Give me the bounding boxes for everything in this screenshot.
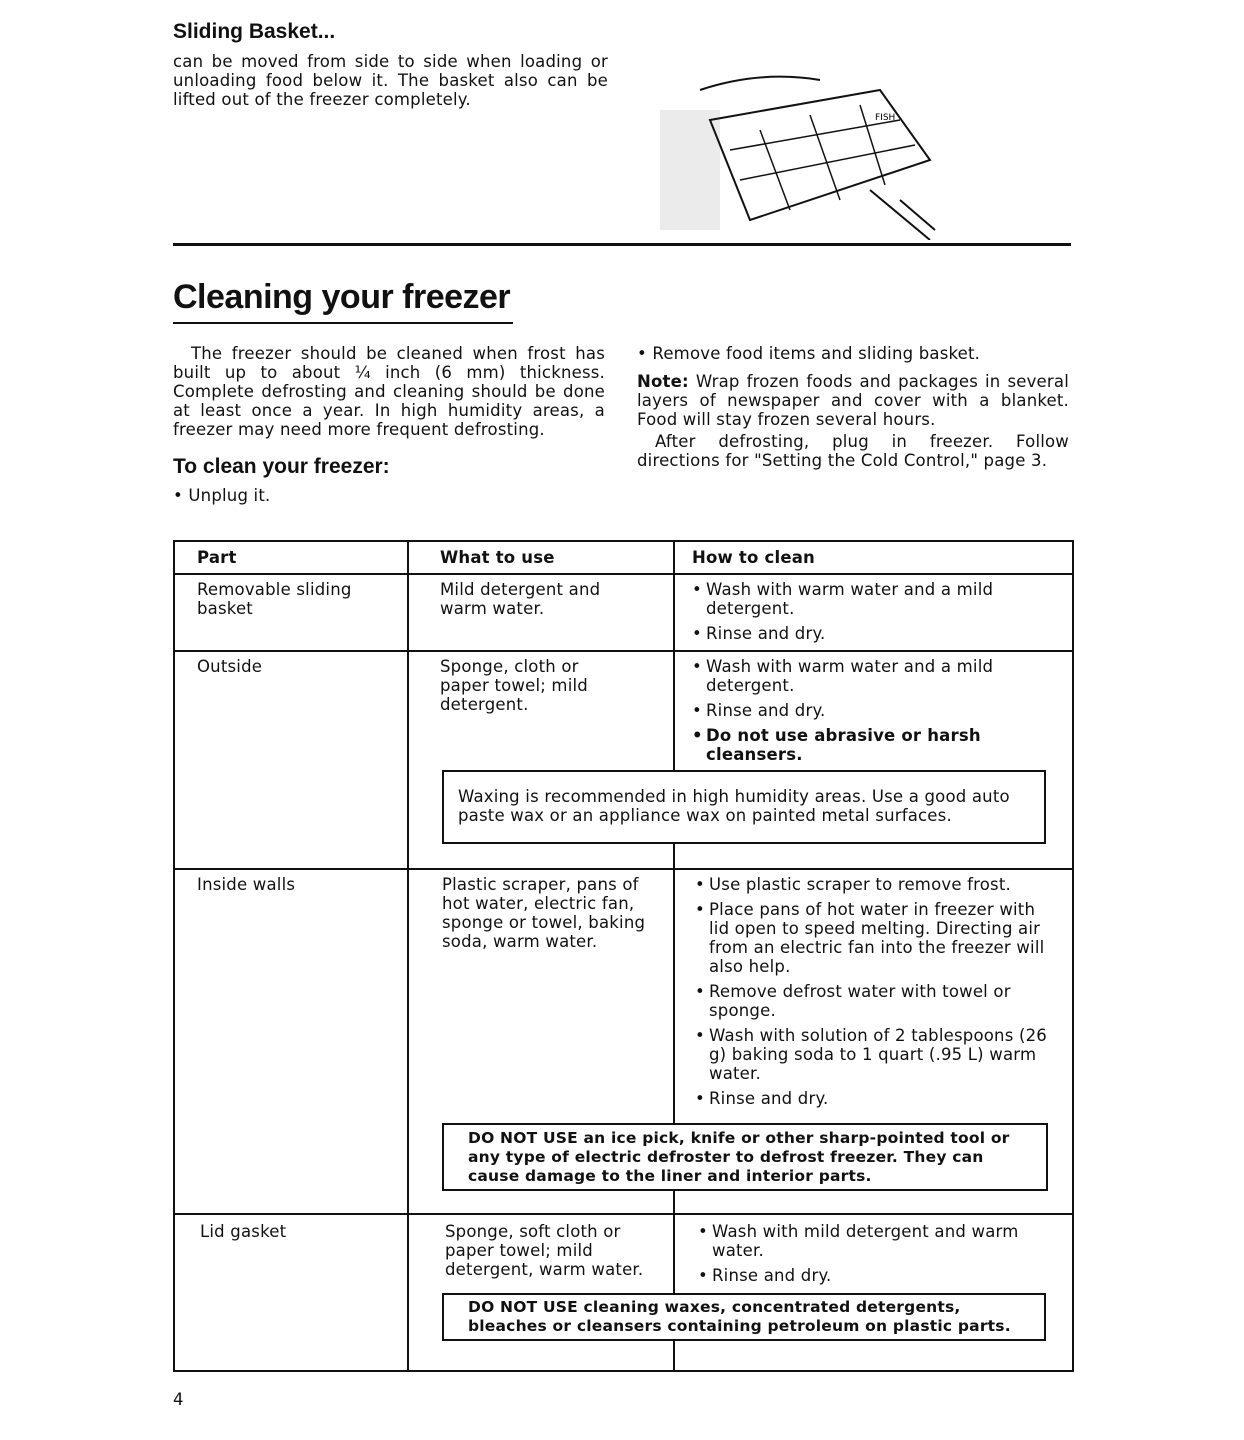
how-item: • Rinse and dry. [692, 624, 1052, 643]
table-cell-use: Sponge, cloth or paper towel; mild detergent. [440, 657, 588, 714]
header-how-to-clean: How to clean [692, 548, 816, 567]
how-item: • Rinse and dry. [698, 1266, 1048, 1285]
to-clean-heading: To clean your freezer: [173, 455, 390, 478]
column-divider [407, 540, 409, 1372]
how-item-warning: • Do not use abrasive or harsh cleansers. [692, 726, 986, 764]
after-defrost-text: After defrosting, plug in freezer. Follow directions for "Setting the Cold Control," page 3. [637, 432, 1069, 470]
how-item: • Rinse and dry. [692, 701, 1052, 720]
how-item: • Remove defrost water with towel or sponge. [695, 982, 1055, 1020]
note-label: Note: [637, 372, 689, 391]
table-cell-part: Removable sliding basket [197, 580, 352, 618]
cleaning-heading: Cleaning your freezer [173, 278, 511, 316]
section-divider [173, 243, 1071, 246]
cleaning-intro: The freezer should be cleaned when frost has built up to about ¼ inch (6 mm) thickness. Complete defrosting and cleaning should be done at least once a year. In high humidity areas, a freezer may need more frequent defrosting. [173, 344, 605, 439]
how-item: • Wash with warm water and a mild detergent. [692, 580, 1052, 618]
row-divider [173, 650, 1074, 652]
step-remove-text: Remove food items and sliding basket. [652, 344, 981, 363]
table-cell-use: Plastic scraper, pans of hot water, electric fan, sponge or towel, baking soda, warm water. [442, 875, 646, 951]
table-cell-part: Outside [197, 657, 263, 676]
note-paragraph [637, 372, 1069, 429]
heading-underline [173, 322, 513, 324]
row-divider [173, 1213, 1074, 1215]
column-divider [673, 540, 675, 1372]
basket-illustration [640, 50, 940, 240]
header-part: Part [197, 548, 237, 567]
how-item: • Wash with solution of 2 tablespoons (26 g) baking soda to 1 quart (.95 L) warm water. [695, 1026, 1055, 1083]
fish-label: FISH [875, 113, 896, 123]
row-divider [173, 573, 1074, 575]
table-cell-part: Inside walls [197, 875, 296, 894]
note-text: Wrap frozen foods and packages in several layers of newspaper and cover with a blanket. Food will stay frozen several hours. [637, 372, 1069, 429]
table-cell-how [692, 580, 1052, 649]
table-cell-part: Lid gasket [200, 1222, 287, 1241]
table-cell-how [698, 1222, 1048, 1291]
row-divider [173, 868, 1074, 870]
step-unplug: • Unplug it. [173, 486, 271, 505]
table-cell-use: Mild detergent and warm water. [440, 580, 601, 618]
step-remove: • Remove food items and sliding basket. [637, 344, 981, 363]
warning-box-sharp-tools: DO NOT USE an ice pick, knife or other sharp-pointed tool or any type of electric defroster to defrost freezer. They can cause damage to the liner and interior parts. [442, 1123, 1048, 1191]
page-number: 4 [173, 1390, 184, 1409]
how-item: • Rinse and dry. [695, 1089, 1055, 1108]
table-cell-how [692, 657, 1052, 770]
table-cell-use: Sponge, soft cloth or paper towel; mild detergent, warm water. [445, 1222, 644, 1279]
sliding-basket-heading: Sliding Basket... [173, 20, 336, 43]
step-unplug-text: Unplug it. [188, 486, 271, 505]
header-what-to-use: What to use [440, 548, 555, 567]
warning-box-waxes: DO NOT USE cleaning waxes, concentrated detergents, bleaches or cleansers containing petroleum on plastic parts. [442, 1293, 1046, 1341]
table-cell-how [695, 875, 1055, 1114]
how-item: • Wash with warm water and a mild detergent. [692, 657, 1052, 695]
how-item: • Place pans of hot water in freezer with lid open to speed melting. Directing air from an electric fan into the freezer will also help. [695, 900, 1055, 976]
how-item: • Use plastic scraper to remove frost. [695, 875, 1055, 894]
sliding-basket-text: can be moved from side to side when loading or unloading food below it. The basket also can be lifted out of the freezer completely. [173, 52, 608, 109]
waxing-note-box: Waxing is recommended in high humidity areas. Use a good auto paste wax or an appliance wax on painted metal surfaces. [442, 770, 1046, 844]
how-item: • Wash with mild detergent and warm water. [698, 1222, 1048, 1260]
